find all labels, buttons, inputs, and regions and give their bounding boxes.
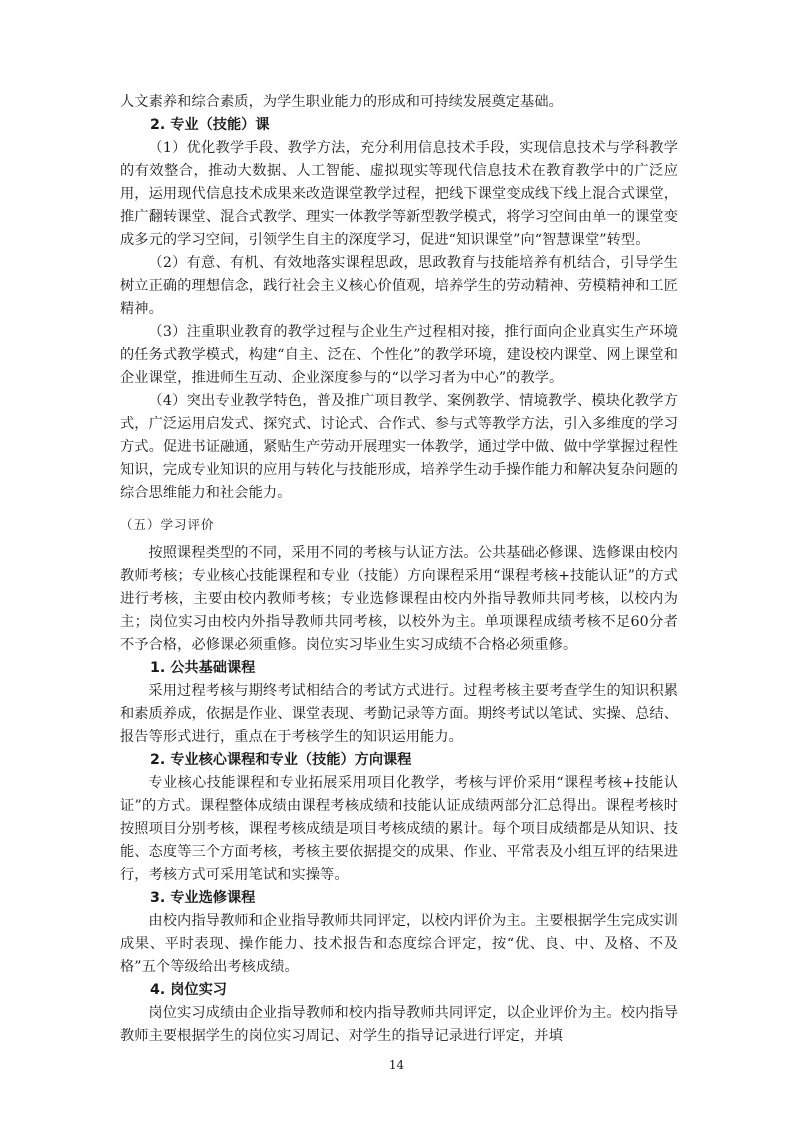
paragraph-internship: 岗位实习成绩由企业指导教师和校内指导教师共同评定，以企业评价为主。校内指导教师主要根据学生的岗位实习周记、对学生的指导记录进行评定，并填 <box>120 1005 678 1044</box>
paragraph-elective-courses: 由校内指导教师和企业指导教师共同评定，以校内评价为主。主要根据学生完成实训成果、平时表现、操作能力、技术报告和态度综合评定，按“优、良、中、及格、不及格”五个等级给出考核成绩。 <box>120 913 678 975</box>
heading-professional-courses: 2. 专业（技能）课 <box>150 117 270 133</box>
heading-elective-courses: 3. 专业选修课程 <box>150 890 256 906</box>
page-number: 14 <box>388 1058 405 1072</box>
paragraph-item-2: （2）有意、有机、有效地落实课程思政，思政教育与技能培养有机结合，引导学生树立正确的理想信念，践行社会主义核心价值观，培养学生的劳动精神、劳模精神和工匠精神。 <box>120 255 678 317</box>
section-title-learning-evaluation: （五）学习评价 <box>120 517 215 532</box>
paragraph-item-3: （3）注重职业教育的教学过程与企业生产过程相对接，推行面向企业真实生产环境的任务式教学模式，构建“自主、泛在、个性化”的教学环境，建设校内课堂、网上课堂和企业课堂，推进师生互动、企业深度参与的“以学习者为中心”的教学。 <box>120 324 678 386</box>
heading-public-foundation-courses: 1. 公共基础课程 <box>150 660 256 676</box>
paragraph-core-courses: 专业核心技能课程和专业拓展采用项目化教学，考核与评价采用“课程考核+技能认证”的方式。课程整体成绩由课程考核成绩和技能认证成绩两部分汇总得出。课程考核时按照项目分别考核，课程考核成绩是项目考核成绩的累计。每个项目成绩都是从知识、技能、态度等三个方面考核，考核主要依据提交的成果、作业、平常表及小组互评的结果进行，考核方式可采用笔试和实操等。 <box>120 775 678 883</box>
heading-core-and-direction-courses: 2. 专业核心课程和专业（技能）方向课程 <box>150 752 412 768</box>
paragraph-item-4: （4）突出专业教学特色，普及推广项目教学、案例教学、情境教学、模块化教学方式，广泛运用启发式、探究式、讨论式、合作式、参与式等教学方法，引入多维度的学习方式。促进书证融通，紧贴生产劳动开展理实一体教学，通过学中做、做中学掌握过程性知识，完成专业知识的应用与转化与技能形成，培养学生动手操作能力和解决复杂问题的综合思维能力和社会能力。 <box>120 393 678 501</box>
paragraph-public-foundation: 采用过程考核与期终考试相结合的考试方式进行。过程考核主要考查学生的知识积累和素质养成，依据是作业、课堂表现、考勤记录等方面。期终考试以笔试、实操、总结、报告等形式进行，重点在于考核学生的知识运用能力。 <box>120 683 678 745</box>
paragraph-evaluation-overview: 按照课程类型的不同，采用不同的考核与认证方法。公共基础必修课、选修课由校内教师考核；专业核心技能课程和专业（技能）方向课程采用“课程考核+技能认证”的方式进行考核，主要由校内教师考核；专业选修课程由校内外指导教师共同考核，以校内为主；岗位实习由校内外指导教师共同考核，以校外为主。单项课程成绩考核不足60分者不予合格，必修课必须重修。岗位实习毕业生实习成绩不合格必须重修。 <box>120 545 678 653</box>
paragraph-item-1: （1）优化教学手段、教学方法，充分利用信息技术手段，实现信息技术与学科教学的有效整合，推动大数据、人工智能、虚拟现实等现代信息技术在教育教学中的广泛应用，运用现代信息技术成果来改造课堂教学过程，把线下课堂变成线下线上混合式课堂，推广翻转课堂、混合式教学、理实一体教学等新型教学模式，将学习空间由单一的课堂变成多元的学习空间，引领学生自主的深度学习，促进“知识课堂”向“智慧课堂”转型。 <box>120 140 678 248</box>
heading-internship: 4. 岗位实习 <box>150 982 227 998</box>
page-body <box>120 91 678 1048</box>
paragraph-intro-continuation: 人文素养和综合素质，为学生职业能力的形成和可持续发展奠定基础。 <box>120 94 563 110</box>
